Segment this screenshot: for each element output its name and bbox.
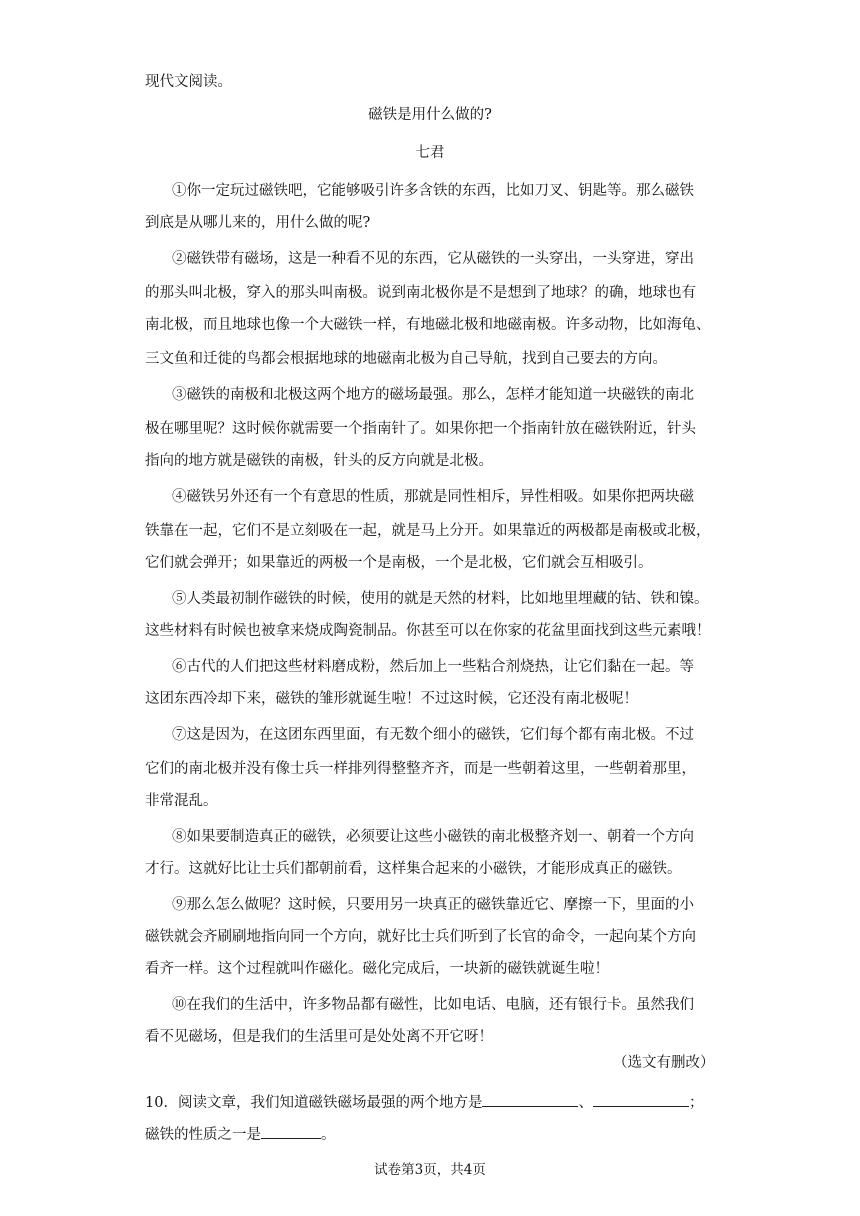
article-line: 的那头叫北极，穿入的那头叫南极。说到南北极你是不是想到了地球？的确，地球也有 [145, 285, 696, 301]
section-heading: 现代文阅读。 [145, 74, 232, 90]
question-end-2: 。 [321, 1127, 336, 1143]
article-line: 非常混乱。 [145, 793, 218, 809]
article-line: ⑨那么怎么做呢？这时候，只要用另一块真正的磁铁靠近它、摩擦一下，里面的小 [172, 897, 694, 913]
answer-blank-1[interactable] [482, 1092, 578, 1107]
question-text-2: 磁铁的性质之一是 [145, 1127, 261, 1143]
article-author: 七君 [415, 145, 445, 161]
article-line: ⑩在我们的生活中，许多物品都有磁性，比如电话、电脑，还有银行卡。虽然我们 [172, 997, 694, 1013]
article-line: 这些材料有时候也被拿来烧成陶瓷制品。你甚至可以在你家的花盆里面找到这些元素哦！ [145, 623, 711, 639]
article-line: ⑥古代的人们把这些材料磨成粉，然后加上一些粘合剂烧热，让它们黏在一起。等 [172, 659, 694, 675]
article-line: 磁铁就会齐刷刷地指向同一个方向，就好比士兵们听到了长官的命令，一起向某个方向 [145, 929, 696, 945]
question-end: ； [688, 1095, 704, 1111]
question-10-line2 [145, 1124, 336, 1145]
article-title: 磁铁是用什么做的? [368, 107, 492, 123]
article-line: 看不见磁场，但是我们的生活里可是处处离不开它呀！ [145, 1029, 493, 1045]
article-line: ②磁铁带有磁场，这是一种看不见的东西，它从磁铁的一头穿出，一头穿进，穿出 [172, 251, 694, 267]
article-line: ⑤人类最初制作磁铁的时候，使用的就是天然的材料，比如地里埋藏的钴、铁和镍。 [172, 591, 709, 607]
article-line: 这团东西冷却下来，磁铁的雏形就诞生啦！不过这时候，它还没有南北极呢！ [145, 691, 638, 707]
question-text: 10．阅读文章，我们知道磁铁磁场最强的两个地方是 [145, 1095, 483, 1111]
article-line: 看齐一样。这个过程就叫作磁化。磁化完成后，一块新的磁铁就诞生啦！ [145, 961, 609, 977]
article-line: ③磁铁的南极和北极这两个地方的磁场最强。那么，怎样才能知道一块磁铁的南北 [172, 387, 694, 403]
question-10 [145, 1092, 703, 1113]
page-footer: 试卷第3页，共4页 [374, 1162, 486, 1178]
article-line: 才行。这就好比让士兵们都朝前看，这样集合起来的小磁铁，才能形成真正的磁铁。 [145, 861, 682, 877]
article-line: 指向的地方就是磁铁的南极，针头的反方向就是北极。 [145, 453, 493, 469]
article-line: 铁靠在一起，它们不是立刻吸在一起，就是马上分开。如果靠近的两极都是南极或北极， [145, 523, 711, 539]
article-line: ①你一定玩过磁铁吧，它能够吸引许多含铁的东西，比如刀叉、钥匙等。那么磁铁 [172, 183, 694, 199]
answer-blank-3[interactable] [261, 1124, 321, 1139]
article-line: 南北极，而且地球也像一个大磁铁一样，有地磁北极和地磁南极。许多动物，比如海龟、 [145, 317, 711, 333]
article-line: 三文鱼和迁徙的鸟都会根据地球的地磁南北极为自己导航，找到自己要去的方向。 [145, 351, 667, 367]
article-line: 它们的南北极并没有像士兵一样排列得整整齐齐，而是一些朝着这里，一些朝着那里， [145, 761, 696, 777]
article-line: ⑧如果要制造真正的磁铁，必须要让这些小磁铁的南北极整齐划一、朝着一个方向 [172, 829, 694, 845]
article-line: 极在哪里呢？这时候你就需要一个指南针了。如果你把一个指南针放在磁铁附近，针头 [145, 421, 696, 437]
article-line: 到底是从哪儿来的，用什么做的呢? [145, 215, 371, 231]
answer-blank-2[interactable] [593, 1092, 689, 1107]
article-line: ⑦这是因为，在这团东西里面，有无数个细小的磁铁，它们每个都有南北极。不过 [172, 727, 694, 743]
source-note: （选文有删改） [613, 1055, 715, 1071]
article-line: ④磁铁另外还有一个有意思的性质，那就是同性相斥，异性相吸。如果你把两块磁 [172, 489, 694, 505]
question-separator: 、 [578, 1095, 593, 1111]
article-line: 它们就会弹开；如果靠近的两极一个是南极，一个是北极，它们就会互相吸引。 [145, 555, 653, 571]
